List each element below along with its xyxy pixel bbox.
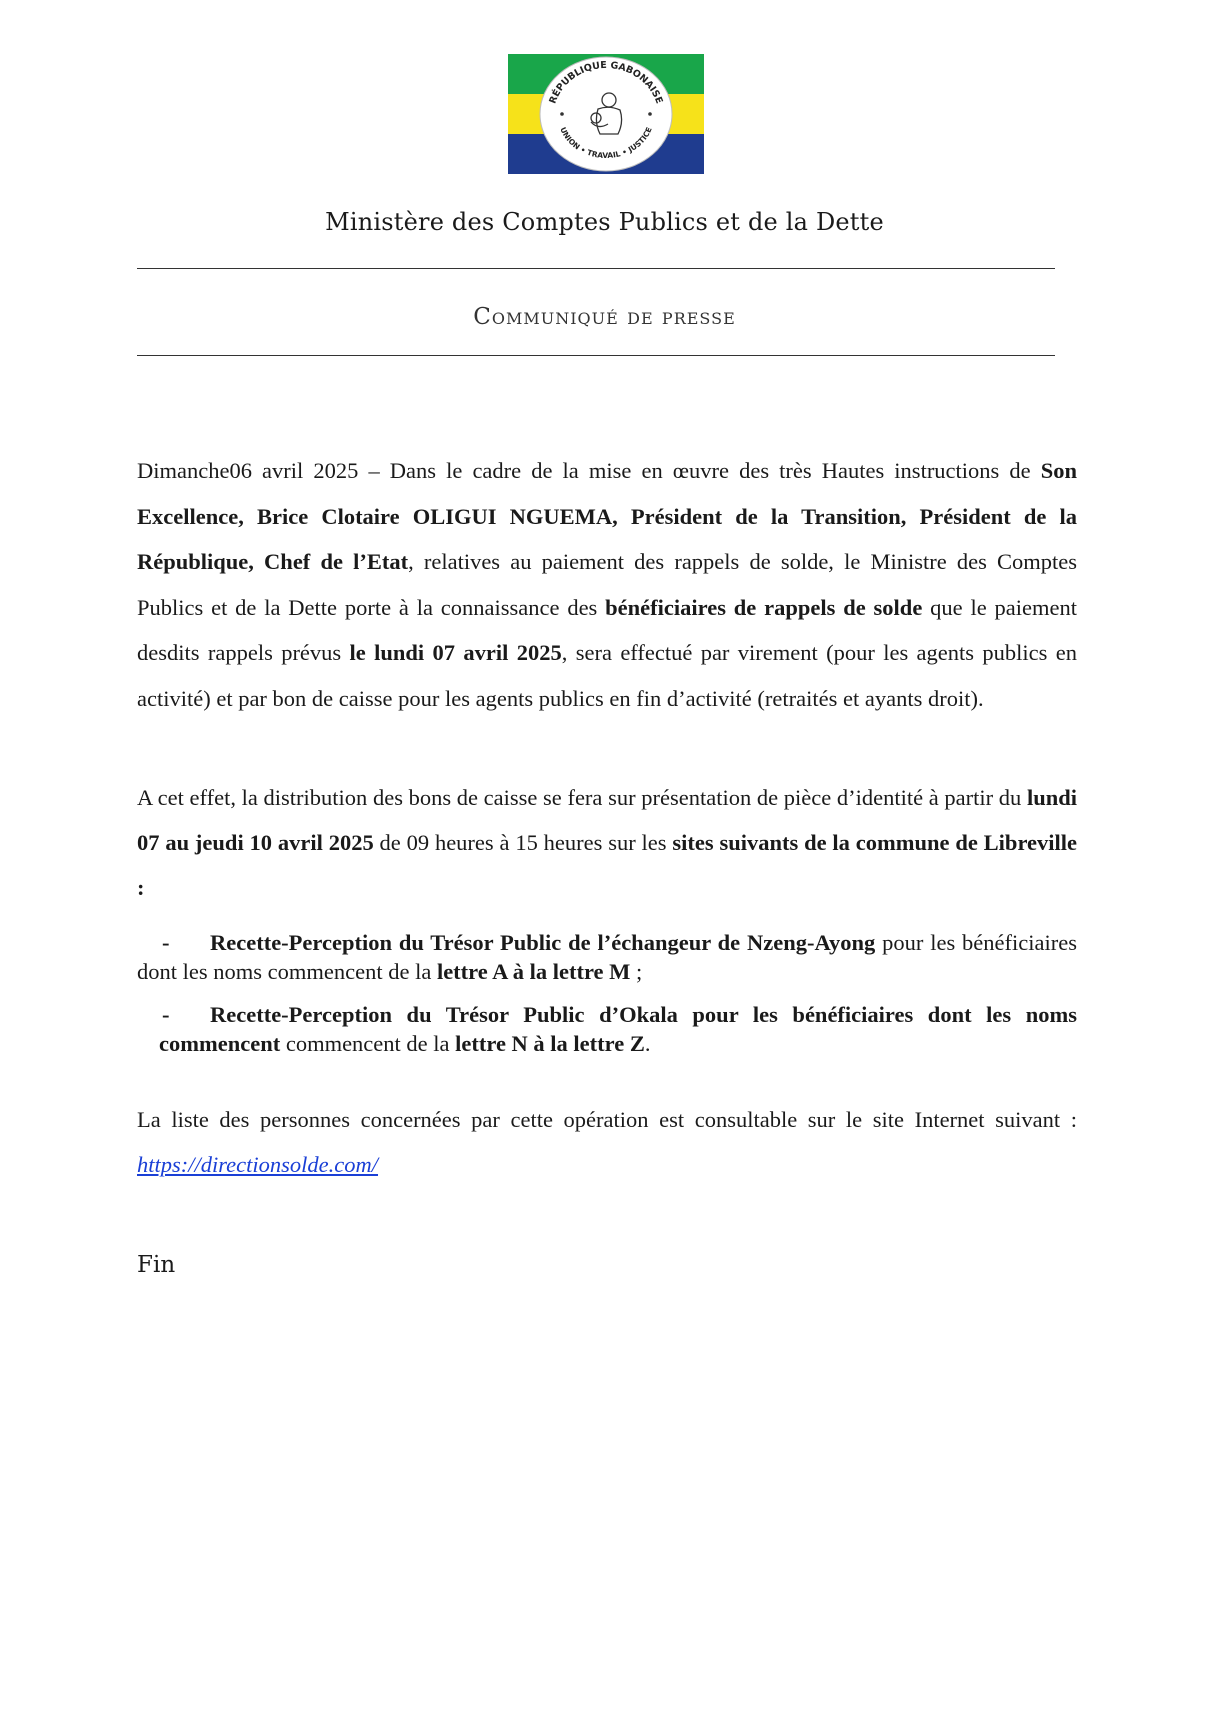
paragraph-distribution: A cet effet, la distribution des bons de caisse se fera sur présentation de pièce d’identité à partir du lundi 07 au jeudi 10 avril 2025 de 09 heures à 15 heures sur les sites suivants de la commune de Libreville : — [137, 785, 1077, 900]
gabon-flag-emblem — [508, 54, 704, 174]
website-link[interactable]: https://directionsolde.com/ — [137, 1152, 379, 1177]
header-divider-top — [137, 268, 1055, 269]
list-bullet: - — [162, 930, 170, 955]
ministry-name: Ministère des Comptes Publics et de la Dette — [325, 208, 884, 236]
paragraph-website: La liste des personnes concernées par cette opération est consultable sur le site Internet suivant : https://directionsolde.com/ — [137, 1107, 1077, 1177]
site-name: Recette-Perception du Trésor Public d’Okala pour les bénéficiaires dont les noms commencent — [159, 1002, 1077, 1056]
list-item: - Recette-Perception du Trésor Public de l’échangeur de Nzeng-Ayong pour les bénéficiaires dont les noms commencent de la lettre A à la lettre M ; — [137, 930, 1077, 984]
distribution-period: lundi 07 au jeudi 10 avril 2025 — [137, 785, 1077, 855]
end-marker: Fin — [137, 1252, 176, 1278]
president-title: Son Excellence, Brice Clotaire OLIGUI NGUEMA, Président de la Transition, Président de la République, Chef de l’Etat — [137, 458, 1077, 574]
list-item: - Recette-Perception du Trésor Public d’Okala pour les bénéficiaires dont les noms commencent commencent de la lettre N à la lettre Z. — [159, 1002, 1077, 1056]
svg-text:UNION • TRAVAIL • JUSTICE: UNION • TRAVAIL • JUSTICE — [558, 125, 654, 161]
sites-list — [137, 928, 1077, 1072]
coat-of-arms-icon — [508, 54, 704, 174]
payment-date: le lundi 07 avril 2025 — [349, 640, 562, 665]
date: Dimanche06 avril 2025 — [137, 458, 359, 483]
list-bullet: - — [162, 1002, 170, 1027]
header-divider-bottom — [137, 355, 1055, 356]
site-name: Recette-Perception du Trésor Public de l’échangeur de Nzeng-Ayong — [210, 930, 876, 955]
document-title: Communiqué de presse — [473, 304, 736, 330]
svg-text:RÉPUBLIQUE GABONAISE: RÉPUBLIQUE GABONAISE — [547, 59, 665, 106]
paragraph-intro: Dimanche06 avril 2025 – Dans le cadre de la mise en œuvre des très Hautes instructions de Son Excellence, Brice Clotaire OLIGUI NGUEMA, Président de la Transition, Président de la République, Chef de l’Etat, relatives au paiement des rappels de solde, le Ministre des Comptes Publics et de la Dette porte à la connaissance des bénéficiaires de rappels de solde que le paiement desdits rappels prévus le lundi 07 avril 2025, sera effectué par virement (pour les agents publics en activité) et par bon de caisse pour les agents publics en fin d’activité (retraités et ayants droit). — [137, 458, 1077, 711]
